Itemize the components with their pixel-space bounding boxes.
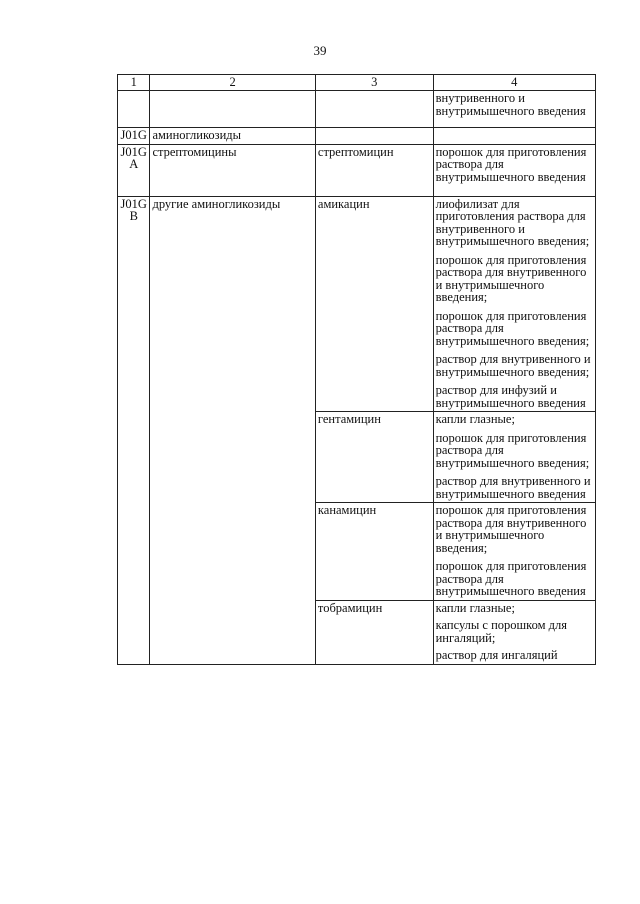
- dosage-form: порошок для приготовления раствора для внутримышечного введения: [435, 144, 587, 184]
- dosage-form: порошок для приготовления раствора для внутривенного и внутримышечного введения;: [435, 252, 587, 304]
- dosage-form: капли глазные;: [435, 600, 515, 615]
- dosage-form: раствор для инфузий и внутримышечного введения: [435, 383, 586, 410]
- table-row: [118, 128, 596, 145]
- dosage-form: лиофилизат для приготовления раствора для внутривенного и внутримышечного введения;: [435, 196, 590, 248]
- drug-name: стрептомицин: [315, 144, 433, 196]
- group-name: другие аминогликозиды: [150, 196, 315, 664]
- page-number: 39: [313, 43, 327, 58]
- column-header: 1: [118, 75, 150, 91]
- drug-name: гентамицин: [315, 412, 433, 503]
- table-row: [118, 91, 596, 128]
- group-name: аминогликозиды: [150, 128, 315, 145]
- drug-table: [117, 74, 596, 665]
- dosage-form: капсулы с порошком для ингаляций;: [435, 618, 567, 645]
- dosage-form: порошок для приготовления раствора для внутримышечного введения: [435, 559, 587, 598]
- dosage-form: раствор для ингаляций: [435, 648, 558, 662]
- table-row: [118, 196, 596, 412]
- dosage-form: внутривенного и внутримышечного введения: [435, 91, 586, 118]
- atc-code: J01G A: [118, 144, 150, 196]
- dosage-form: порошок для приготовления раствора для внутривенного и внутримышечного введения;: [435, 503, 587, 555]
- drug-name: тобрамицин: [315, 600, 433, 664]
- drug-name: канамицин: [315, 503, 433, 601]
- atc-code: J01G B: [118, 196, 150, 664]
- dosage-form: порошок для приготовления раствора для внутримышечного введения;: [435, 430, 590, 470]
- table-row: [118, 144, 596, 196]
- atc-code: J01G: [118, 128, 150, 145]
- dosage-form: порошок для приготовления раствора для внутримышечного введения;: [435, 308, 590, 348]
- table-header-row: [118, 75, 596, 91]
- group-name: стрептомицины: [150, 144, 315, 196]
- dosage-form: раствор для внутривенного и внутримышечного введения;: [435, 352, 591, 379]
- dosage-form: капли глазные;: [435, 412, 515, 426]
- column-header: 3: [315, 75, 433, 91]
- column-header: 4: [433, 75, 595, 91]
- column-header: 2: [150, 75, 315, 91]
- dosage-form: раствор для внутривенного и внутримышечного введения: [435, 474, 591, 501]
- drug-name: амикацин: [315, 196, 433, 412]
